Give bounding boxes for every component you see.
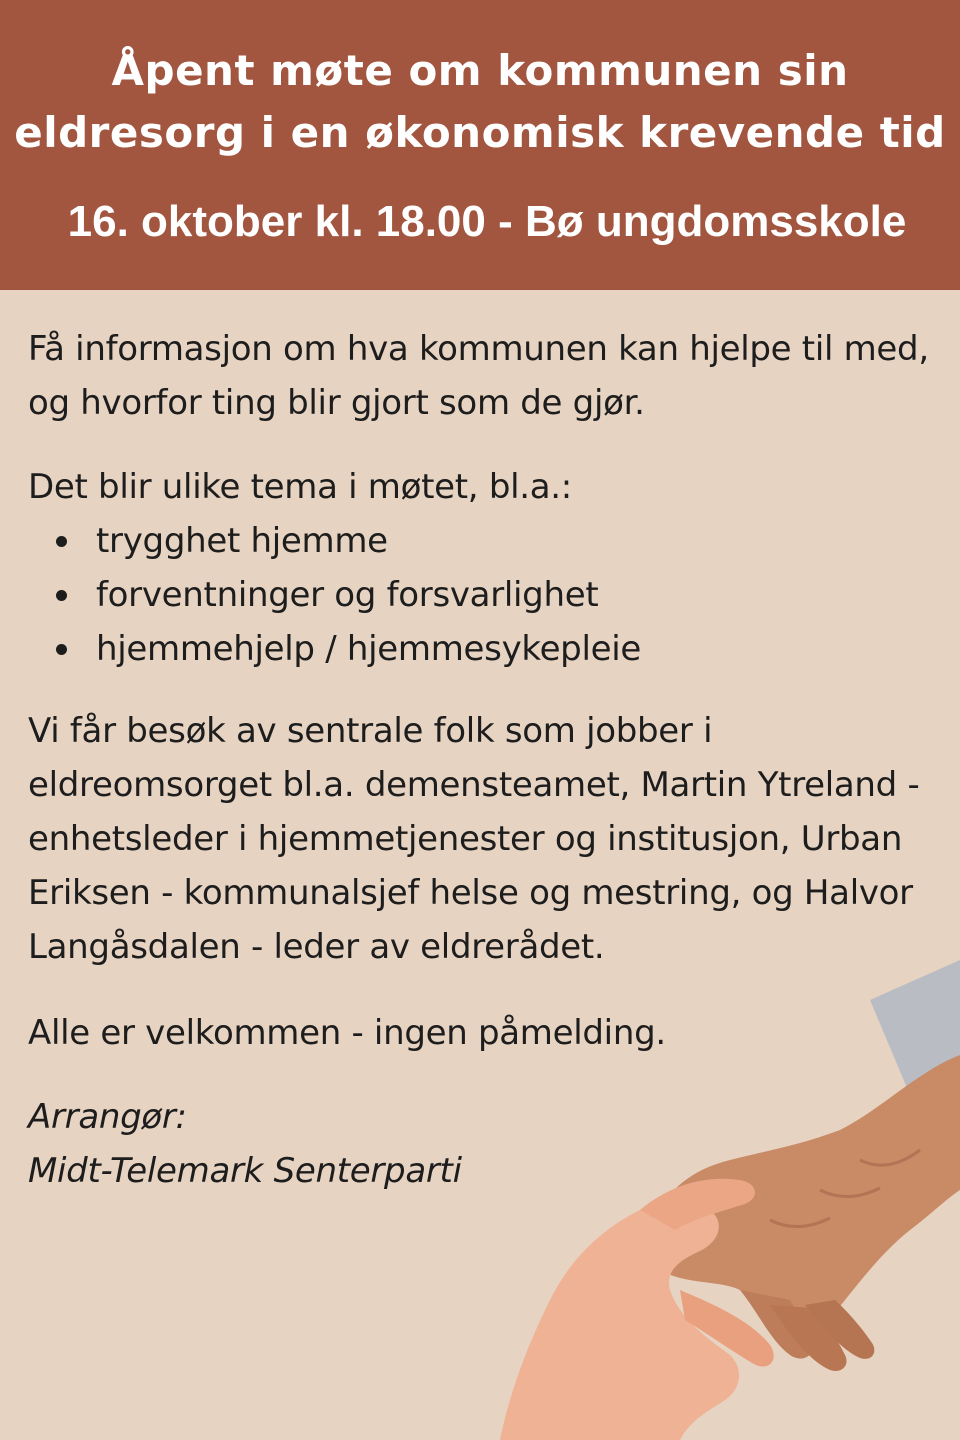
bullet-icon [56,644,67,655]
title-line-1: Åpent møte om kommunen sin [111,46,849,95]
topics-list [28,514,938,676]
list-item [28,568,938,622]
organizer-label: Arrangør: [28,1097,187,1137]
event-date-location: 16. oktober kl. 18.00 - Bø ungdomsskole [67,197,907,246]
body-content [28,322,938,1198]
topic-label: trygghet hjemme [96,521,388,561]
title-line-2: eldresorg i en økonomisk krevende tid [14,108,946,157]
bullet-icon [56,536,67,547]
intro-paragraph: Få informasjon om hva kommunen kan hjelpe til med, og hvorfor ting blir gjort som de gjør. [28,329,929,423]
organizer-name: Midt-Telemark Senterparti [28,1151,462,1191]
topic-label: forventninger og forsvarlighet [96,575,599,615]
topics-intro: Det blir ulike tema i møtet, bl.a.: [28,467,572,507]
visitors-paragraph: Vi får besøk av sentrale folk som jobber i eldreomsorget bl.a. demensteamet, Martin Ytreland - enhetsleder i hjemmetjenester og institusjon, Urban Eriksen - kommunalsjef helse og mestring, og Halvor Langåsdalen - leder av eldrerådet. [28,711,920,967]
header-banner [0,0,960,290]
list-item [28,514,938,568]
topic-label: hjemmehjelp / hjemmesykepleie [96,629,641,669]
bullet-icon [56,590,67,601]
welcome-text: Alle er velkommen - ingen påmelding. [28,1013,666,1053]
list-item [28,622,938,676]
page-title [0,40,960,164]
